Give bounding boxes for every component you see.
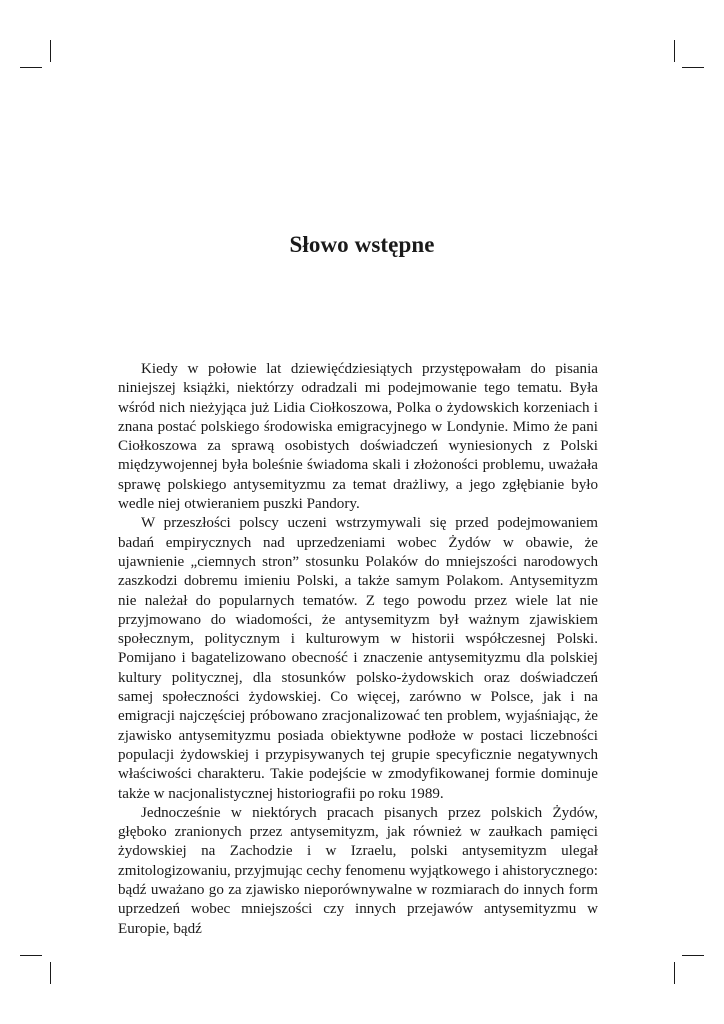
body-text bbox=[118, 360, 598, 939]
paragraph-2: W przeszłości polscy uczeni wstrzymywali się przed podejmowaniem badań empirycznych nad uprzedzeniami wobec Żydów w obawie, że ujawnienie „ciemnych stron” stosunku Polaków do mniejszości narodowych zaszkodzi dobremu imieniu Polski, a także samym Polakom. Antysemityzm nie należał do popularnych tematów. Z tego powodu przez wiele lat nie przyjmowano do wiadomości, że antysemityzm był ważnym zjawiskiem społecznym, politycznym i kulturowym w historii współczesnej Polski. Pomijano i bagatelizowano obecność i znaczenie antysemityzmu dla polskiej kultury politycznej, dla stosunków polsko-żydowskich oraz doświadczeń samej społeczności żydowskiej. Co więcej, zarówno w Polsce, jak i na emigracji najczęściej próbowano zracjonalizować ten problem, wyjaśniając, że zjawisko antysemityzmu posiada obiektywne podłoże w postaci liczebności populacji żydowskiej i przypisywanych tej grupie specyficznie negatywnych właściwości charakteru. Takie podejście w zmodyfikowanej formie dominuje także w nacjonalistycznej historiografii po roku 1989. bbox=[118, 515, 598, 802]
paragraph-1: Kiedy w połowie lat dziewięćdziesiątych przystępowałam do pisania niniejszej książki, niektórzy odradzali mi podejmowanie tego tematu. Była wśród nich nieżyjąca już Lidia Ciołkoszowa, Polka o żydowskich korzeniach i znana postać polskiego środowiska emigracyjnego w Londynie. Mimo że pani Ciołkoszowa za sprawą osobistych doświadczeń wyniesionych z Polski międzywojennej była boleśnie świadoma skali i złożoności problemu, uważała sprawę polskiego antysemityzmu za temat drażliwy, a jego zgłębianie było wedle niej otwieraniem puszki Pandory. bbox=[118, 361, 598, 513]
crop-mark-bottom-left-horizontal bbox=[20, 955, 42, 956]
crop-mark-bottom-right-vertical bbox=[674, 962, 675, 984]
crop-mark-top-left-horizontal bbox=[20, 67, 42, 68]
crop-mark-top-right-vertical bbox=[674, 40, 675, 62]
paragraph-3: Jednocześnie w niektórych pracach pisanych przez polskich Żydów, głęboko zranionych przez antysemityzm, jak również w zaułkach pamięci żydowskiej na Zachodzie i w Izraelu, polski antysemityzm ulegał zmitologizowaniu, przyjmując cechy fenomenu wyjątkowego i ahistorycznego: bądź uważano go za zjawisko nieporównywalne w rozmiarach do innych form uprzedzeń wobec mniejszości czy innych przejawów antysemityzmu w Europie, bądź bbox=[118, 804, 598, 937]
crop-mark-top-left-vertical bbox=[50, 40, 51, 62]
chapter-title: Słowo wstępne bbox=[289, 232, 435, 257]
crop-mark-top-right-horizontal bbox=[682, 67, 704, 68]
crop-mark-bottom-left-vertical bbox=[50, 962, 51, 984]
crop-mark-bottom-right-horizontal bbox=[682, 955, 704, 956]
